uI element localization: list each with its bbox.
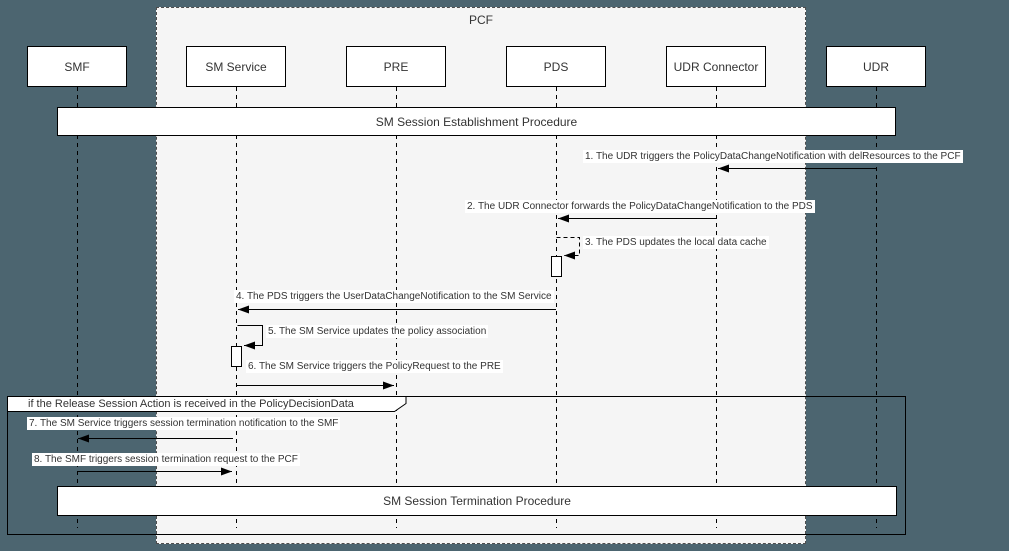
procedure-establishment-label: SM Session Establishment Procedure	[375, 114, 578, 129]
activation-sm-service	[232, 347, 242, 367]
message-4-label: 4. The PDS triggers the UserDataChangeNotification to the SM Service	[236, 291, 552, 302]
actor-label-udr: UDR	[863, 59, 889, 74]
actor-label-pds: PDS	[543, 59, 569, 74]
actor-box-udr-connector	[666, 46, 766, 87]
actor-label-udr-connector: UDR Connector	[673, 59, 759, 74]
message-8-label: 8. The SMF triggers session termination request to the PCF	[34, 454, 298, 465]
message-5-label: 5. The SM Service updates the policy association	[268, 326, 487, 337]
procedure-bar-establishment	[57, 107, 896, 136]
procedure-termination-label: SM Session Termination Procedure	[383, 494, 571, 508]
actor-label-pre: PRE	[383, 59, 409, 74]
message-1-label: 1. The UDR triggers the PolicyDataChangeNotification with delResources to the PCF	[585, 151, 961, 162]
actor-box-smf	[27, 46, 127, 87]
message-2-label: 2. The UDR Connector forwards the PolicyDataChangeNotification to the PDS	[467, 201, 813, 212]
actor-box-udr	[826, 46, 926, 87]
pcf-container-label: PCF	[469, 13, 493, 27]
if-fragment-condition: if the Release Session Action is received in the PolicyDecisionData	[28, 398, 354, 410]
actor-box-sm-service	[186, 46, 286, 87]
message-3-label: 3. The PDS updates the local data cache	[585, 237, 767, 248]
message-3-self-arrow	[557, 238, 580, 256]
message-7-label: 7. The SM Service triggers session termination notification to the SMF	[29, 418, 339, 429]
activation-pds	[552, 257, 562, 277]
procedure-bar-termination	[57, 486, 897, 516]
actor-label-sm-service: SM Service	[205, 59, 267, 74]
actor-box-pre	[346, 46, 446, 87]
actor-box-pds	[506, 46, 606, 87]
message-6-label: 6. The SM Service triggers the PolicyRequest to the PRE	[248, 361, 501, 372]
message-5-self-arrow	[238, 326, 263, 346]
actor-label-smf: SMF	[64, 59, 90, 74]
